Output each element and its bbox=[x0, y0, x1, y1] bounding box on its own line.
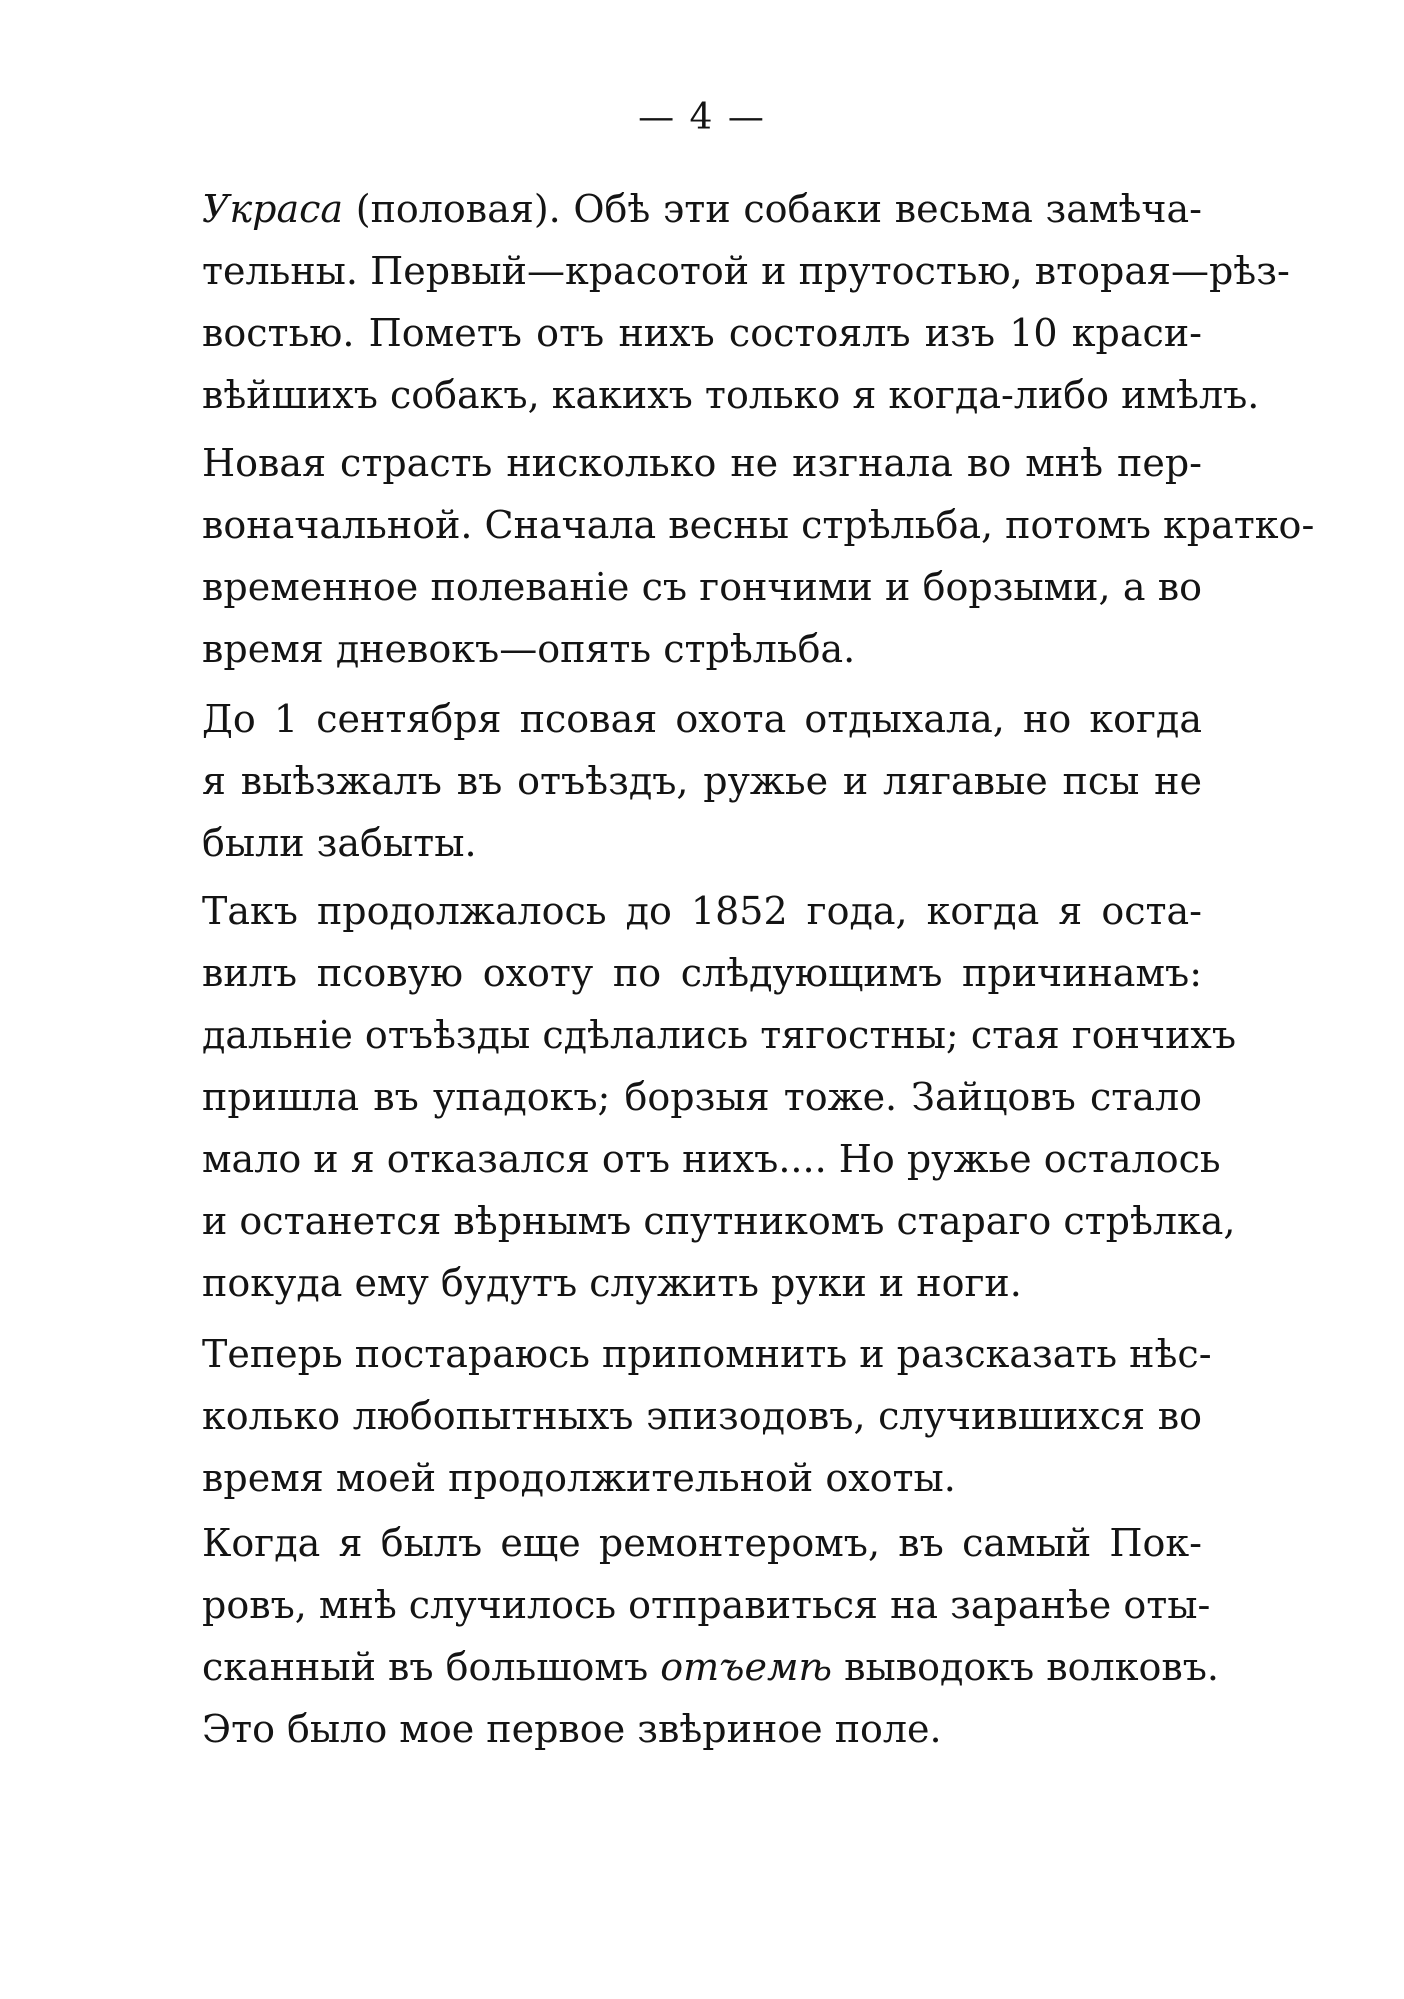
line-text: выводокъ волковъ. bbox=[832, 1645, 1219, 1689]
text-line bbox=[202, 178, 1202, 240]
paragraph-6 bbox=[202, 1512, 1219, 1760]
text-line: время моей продолжительной охоты. bbox=[202, 1456, 956, 1500]
text-line: были забыты. bbox=[202, 821, 477, 865]
text-line: я выѣзжалъ въ отъѣздъ, ружье и лягавые псы не bbox=[202, 759, 1202, 803]
text-line: ровъ, мнѣ случилось отправиться на заранѣе оты- bbox=[202, 1583, 1211, 1627]
text-line: вѣйшихъ собакъ, какихъ только я когда-либо имѣлъ. bbox=[202, 373, 1260, 417]
text-line: и останется вѣрнымъ спутникомъ стараго стрѣлка, bbox=[202, 1199, 1236, 1243]
text-line: До 1 сентября псовая охота отдыхала, но когда bbox=[202, 697, 1202, 741]
italic-word: Украса bbox=[202, 187, 344, 231]
text-line: временное полеваніе съ гончими и борзыми, а во bbox=[202, 565, 1202, 609]
text-line: Теперь постараюсь припомнить и разсказать нѣс- bbox=[202, 1332, 1212, 1376]
text-line: Это было мое первое звѣриное поле. bbox=[202, 1707, 942, 1751]
paragraph-2 bbox=[202, 432, 1315, 680]
page-number: — 4 — bbox=[638, 97, 766, 138]
italic-word: отъемѣ bbox=[660, 1645, 833, 1689]
text-line: дальніе отъѣзды сдѣлались тягостны; стая гончихъ bbox=[202, 1013, 1236, 1057]
text-line: пришла въ упадокъ; борзыя тоже. Зайцовъ стало bbox=[202, 1075, 1202, 1119]
paragraph-3 bbox=[202, 688, 1202, 874]
paragraph-4 bbox=[202, 880, 1236, 1314]
line-text: сканный въ большомъ bbox=[202, 1645, 661, 1689]
paragraph-1 bbox=[202, 178, 1290, 426]
text-line: тельны. Первый—красотой и прутостью, вторая—рѣз- bbox=[202, 249, 1290, 293]
text-line: Новая страсть нисколько не изгнала во мнѣ пер- bbox=[202, 441, 1202, 485]
text-line: востью. Пометъ отъ нихъ состоялъ изъ 10 краси- bbox=[202, 311, 1202, 355]
text-line: колько любопытныхъ эпизодовъ, случившихся во bbox=[202, 1394, 1202, 1438]
text-line: воначальной. Сначала весны стрѣльба, потомъ кратко- bbox=[202, 503, 1315, 547]
text-line: вилъ псовую охоту по слѣдующимъ причинамъ: bbox=[202, 951, 1202, 995]
text-line bbox=[202, 1636, 1219, 1698]
text-line: мало и я отказался отъ нихъ.... Но ружье осталось bbox=[202, 1137, 1221, 1181]
line-text: (половая). Обѣ эти собаки весьма замѣча- bbox=[343, 187, 1202, 231]
text-line: покуда ему будутъ служить руки и ноги. bbox=[202, 1261, 1022, 1305]
text-line: время дневокъ—опять стрѣльба. bbox=[202, 627, 856, 671]
paragraph-5 bbox=[202, 1323, 1212, 1509]
text-line: Такъ продолжалось до 1852 года, когда я оста- bbox=[202, 889, 1202, 933]
text-line: Когда я былъ еще ремонтеромъ, въ самый Пок- bbox=[202, 1521, 1202, 1565]
